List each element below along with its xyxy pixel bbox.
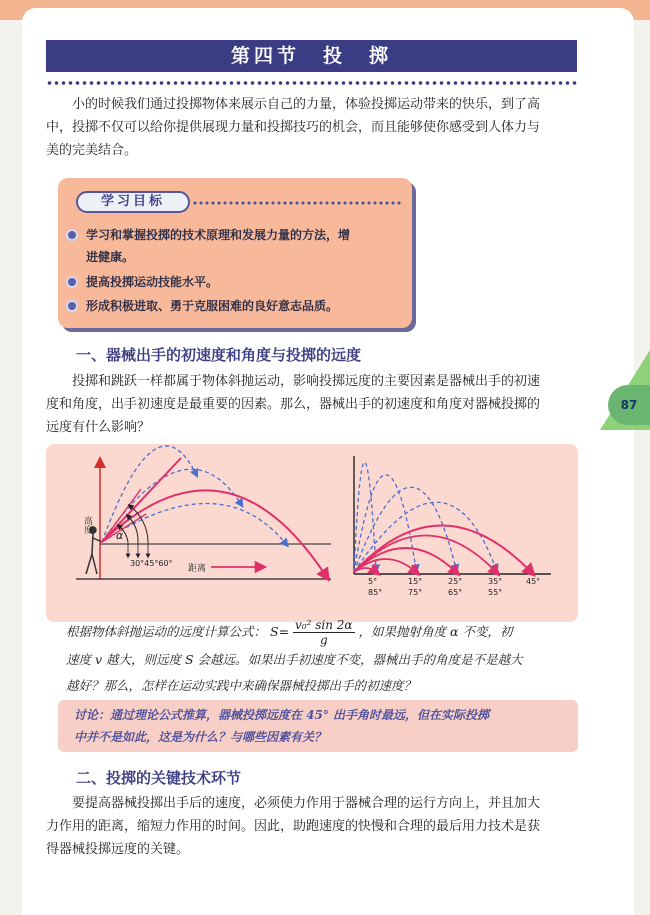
right-angle-diagram	[354, 456, 551, 597]
intro-line-3: 美的完美结合。	[46, 143, 138, 158]
intro-line-1: 小的时候我们通过投掷物体来展示自己的力量，体验投掷运动带来的快乐，到了高	[72, 97, 541, 112]
goal-item	[66, 224, 396, 268]
intro-line-2: 中，投掷不仅可以给你提供展现力量和投掷技巧的机会，而且能够使你感受到人体力与	[46, 120, 541, 135]
goal-text-1a: 学习和掌握投掷的技术原理和发展力量的方法，增	[86, 228, 351, 242]
goal-text-3: 形成积极进取、勇于克服困难的良好意志品质。	[86, 299, 339, 313]
formula-tail: ，如果抛射角度 α 不变，初	[358, 624, 513, 639]
section-1-heading: 一、器械出手的初速度和角度与投掷的远度	[76, 346, 362, 364]
trajectory-diagrams	[46, 444, 578, 622]
learning-goals-heading: 学习目标	[76, 191, 190, 213]
bottom-angle-label: 85°	[368, 588, 383, 597]
angle-symbol: α	[116, 529, 124, 542]
bullet-icon	[66, 276, 78, 288]
trajectory-figure	[46, 444, 578, 622]
page-number: 87	[608, 385, 650, 425]
section-1-line-1: 投掷和跳跃一样都属于物体斜抛运动，影响投掷远度的主要因素是器械出手的初速	[72, 374, 541, 389]
learning-goals-box	[58, 178, 412, 328]
top-angle-label: 25°	[448, 577, 463, 586]
formula-line-3: 越好？那么，怎样在运动实践中来确保器械投掷出手的初速度？	[66, 678, 417, 693]
formula-fraction	[293, 618, 355, 647]
section-1-line-3: 远度有什么影响？	[46, 420, 151, 435]
distance-label: 距离	[188, 564, 207, 574]
formula-line-2: 速度 v 越大，则远度 S 会越远。如果出手初速度不变，器械出手的角度是不是越大	[66, 652, 523, 667]
left-angle-diagram	[76, 446, 331, 579]
goals-dotted-rule	[192, 200, 402, 206]
discussion-text	[74, 704, 574, 748]
formula-paragraph	[66, 618, 578, 699]
top-angle-label: 45°	[526, 577, 541, 586]
section-1-paragraph	[46, 370, 578, 439]
bottom-angle-label: 65°	[448, 588, 463, 597]
goal-text-2: 提高投掷运动技能水平。	[86, 275, 219, 289]
section-1-line-2: 度和角度，出手初速度是最重要的因素。那么，器械出手的初速度和角度对器械投掷的	[46, 397, 541, 412]
height-label: 高度	[82, 516, 92, 534]
goal-item	[66, 271, 396, 293]
bottom-angle-label: 75°	[408, 588, 423, 597]
top-angle-label: 35°	[488, 577, 503, 586]
formula-numerator: v₀² sin 2α	[295, 618, 353, 632]
title-dotted-rule	[46, 80, 577, 86]
bottom-angle-label: 55°	[488, 588, 503, 597]
discussion-line-1: 讨论：通过理论公式推算，器械投掷远度在 45° 出手角时最远，但在实际投掷	[74, 708, 490, 722]
section-2-heading: 二、投掷的关键技术环节	[76, 769, 242, 787]
top-angle-label: 5°	[368, 577, 378, 586]
angle-labels: 30°45°60°	[130, 559, 173, 568]
section-2-line-3: 得器械投掷远度的关键。	[46, 842, 190, 857]
top-angle-label: 15°	[408, 577, 423, 586]
discussion-line-2: 中并不是如此，这是为什么？与哪些因素有关？	[74, 730, 327, 744]
formula-denominator: g	[319, 633, 328, 647]
goal-text-1b: 进健康。	[86, 250, 135, 264]
formula-lhs: S=	[270, 624, 290, 639]
section-2-line-1: 要提高器械投掷出手后的速度，必须使力作用于器械合理的运行方向上，并且加大	[72, 796, 541, 811]
section-2-paragraph	[46, 792, 578, 861]
goal-item	[66, 295, 396, 317]
intro-paragraph	[46, 93, 578, 162]
section-title: 第四节 投 掷	[46, 40, 577, 72]
bullet-icon	[66, 229, 78, 241]
section-2-line-2: 力作用的距离，缩短力作用的时间。因此，助跑速度的快慢和合理的最后用力技术是获	[46, 819, 541, 834]
bullet-icon	[66, 300, 78, 312]
formula-lead: 根据物体斜抛运动的远度计算公式：	[66, 624, 267, 639]
